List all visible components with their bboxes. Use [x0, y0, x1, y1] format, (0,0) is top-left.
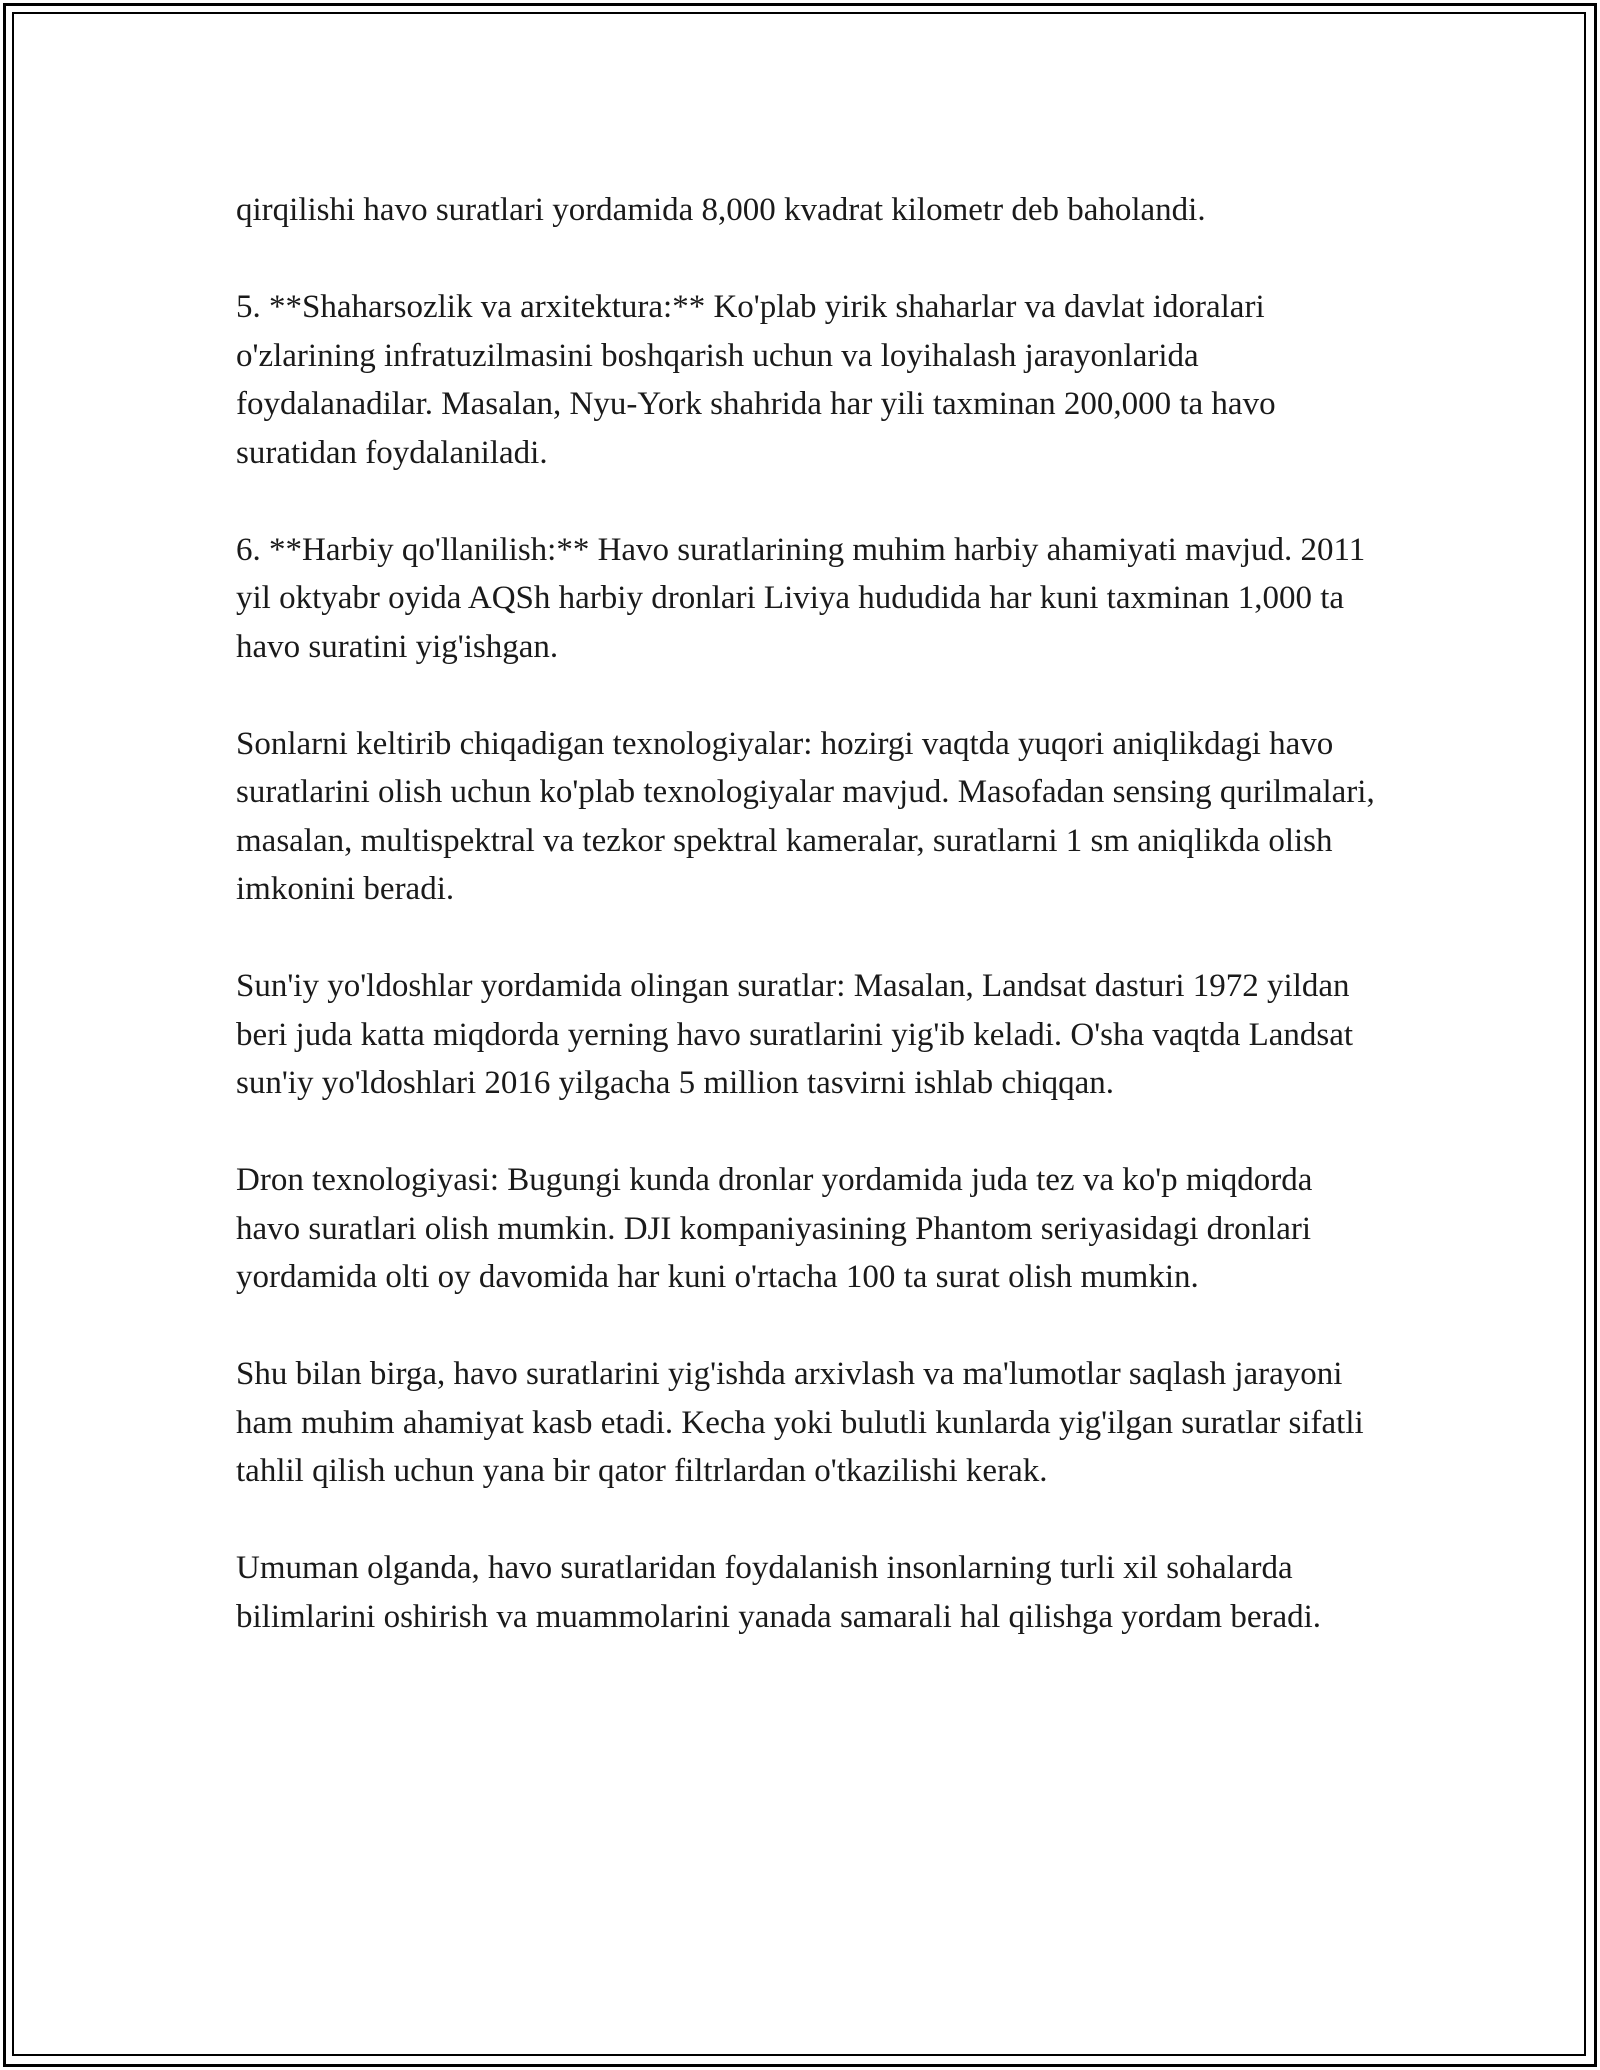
paragraph-conclusion: Umuman olganda, havo suratlaridan foydalanish insonlarning turli xil sohalarda bilimlarini oshirish va muammolarini yanada samarali hal qilishga yordam beradi.: [236, 1550, 1322, 1635]
paragraph-military-use: 6. **Harbiy qo'llanilish:** Havo suratlarining muhim harbiy ahamiyati mavjud. 2011 yil oktyabr oyida AQSh harbiy dronlari Liviya hududida har kuni taxminan 1,000 ta havo suratini yig'ishgan.: [236, 531, 1366, 665]
document-body: [236, 186, 1376, 1641]
paragraph-archiving: Shu bilan birga, havo suratlarini yig'ishda arxivlash va ma'lumotlar saqlash jarayoni ham muhim ahamiyat kasb etadi. Kecha yoki bulutli kunlarda yig'ilgan suratlar sifatli tahlil qilish uchun yana bir qator filtrlardan o'tkazilishi kerak.: [236, 1356, 1364, 1489]
paragraph-satellite-images: Sun'iy yo'ldoshlar yordamida olingan suratlar: Masalan, Landsat dasturi 1972 yildan beri juda katta miqdorda yerning havo suratlarini yig'ib keladi. O'sha vaqtda Landsat sun'iy yo'ldoshlari 2016 yilgacha 5 million tasvirni ishlab chiqqan.: [236, 968, 1354, 1101]
paragraph-urban-planning: 5. **Shaharsozlik va arxitektura:** Ko'plab yirik shaharlar va davlat idoralari o'zlarining infratuzilmasini boshqarish uchun va loyihalash jarayonlarida foydalanadilar. Masalan, Nyu-York shahrida har yili taxminan 200,000 ta havo suratidan foydalaniladi.: [236, 289, 1276, 471]
paragraph-technologies: Sonlarni keltirib chiqadigan texnologiyalar: hozirgi vaqtda yuqori aniqlikdagi havo suratlarini olish uchun ko'plab texnologiyalar mavjud. Masofadan sensing qurilmalari, masalan, multispektral va tezkor spektral kameralar, suratlarni 1 sm aniqlikda olish imkonini beradi.: [236, 725, 1375, 907]
paragraph-area-estimate: qirqilishi havo suratlari yordamida 8,000 kvadrat kilometr deb baholandi.: [236, 192, 1206, 228]
paragraph-drone-technology: Dron texnologiyasi: Bugungi kunda dronlar yordamida juda tez va ko'p miqdorda havo suratlari olish mumkin. DJI kompaniyasining Phantom seriyasidagi dronlari yordamida olti oy davomida har kuni o'rtacha 100 ta surat olish mumkin.: [236, 1162, 1313, 1295]
